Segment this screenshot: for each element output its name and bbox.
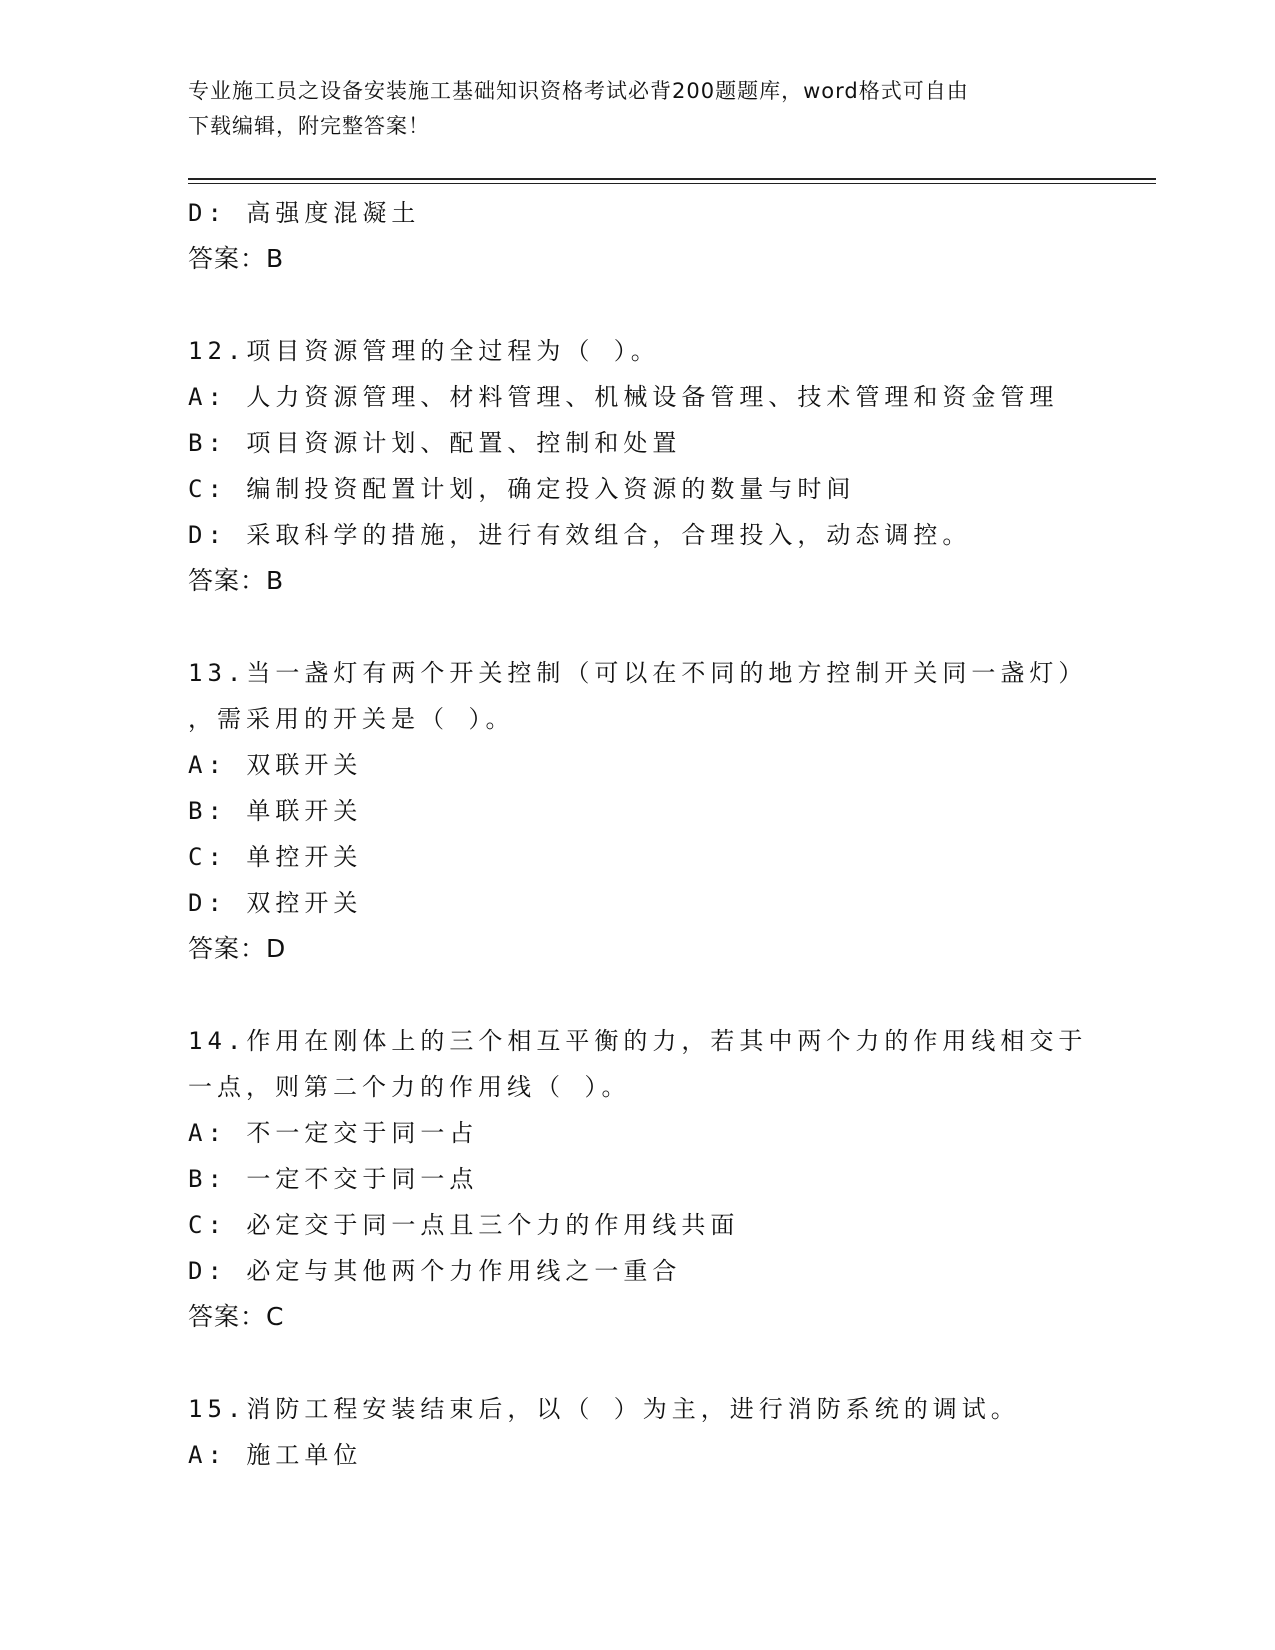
question-14-stem-line-2: 一点，则第二个力的作用线（ ）。 [188, 1073, 631, 1101]
question-13-answer: 答案：D [188, 934, 287, 963]
question-13-option-d: D: 双控开关 [188, 889, 363, 917]
question-13-stem-line-2: ，需采用的开关是（ ）。 [188, 705, 515, 733]
question-11-option-d: D: 高强度混凝土 [188, 199, 421, 227]
question-12 [188, 328, 1168, 604]
spacer [188, 604, 1168, 650]
question-list [188, 190, 1168, 1478]
page-header [188, 74, 1088, 144]
question-11 [188, 190, 1168, 282]
question-14-answer: 答案：C [188, 1302, 285, 1331]
header-title-line-1: 专业施工员之设备安装施工基础知识资格考试必背200题题库，word格式可自由 [188, 79, 969, 103]
question-15 [188, 1386, 1168, 1478]
spacer [188, 1340, 1168, 1386]
question-12-option-b: B: 项目资源计划、配置、控制和处置 [188, 429, 682, 457]
question-13-stem-line-1: 13.当一盏灯有两个开关控制（可以在不同的地方控制开关同一盏灯） [188, 659, 1088, 687]
question-12-option-c: C: 编制投资配置计划，确定投入资源的数量与时间 [188, 475, 856, 503]
header-title-line-2: 下载编辑，附完整答案！ [188, 114, 430, 138]
question-15-option-a: A: 施工单位 [188, 1441, 363, 1469]
spacer [188, 972, 1168, 1018]
question-14-option-a: A: 不一定交于同一占 [188, 1119, 479, 1147]
question-14-option-b: B: 一定不交于同一点 [188, 1165, 479, 1193]
question-13-option-b: B: 单联开关 [188, 797, 363, 825]
question-13-option-a: A: 双联开关 [188, 751, 363, 779]
question-15-stem: 15.消防工程安装结束后，以（ ）为主，进行消防系统的调试。 [188, 1395, 1020, 1423]
question-14 [188, 1018, 1168, 1340]
header-divider-thin [188, 183, 1156, 184]
question-14-stem-line-1: 14.作用在刚体上的三个相互平衡的力，若其中两个力的作用线相交于 [188, 1027, 1088, 1055]
question-12-answer: 答案：B [188, 566, 285, 595]
question-13 [188, 650, 1168, 972]
question-14-option-c: C: 必定交于同一点且三个力的作用线共面 [188, 1211, 740, 1239]
question-12-option-a: A: 人力资源管理、材料管理、机械设备管理、技术管理和资金管理 [188, 383, 1059, 411]
question-13-option-c: C: 单控开关 [188, 843, 363, 871]
question-14-option-d: D: 必定与其他两个力作用线之一重合 [188, 1257, 682, 1285]
spacer [188, 282, 1168, 328]
question-12-stem: 12.项目资源管理的全过程为（ ）。 [188, 337, 660, 365]
question-12-option-d: D: 采取科学的措施，进行有效组合，合理投入，动态调控。 [188, 521, 972, 549]
question-11-answer: 答案：B [188, 244, 285, 273]
header-divider-thick [188, 178, 1156, 180]
